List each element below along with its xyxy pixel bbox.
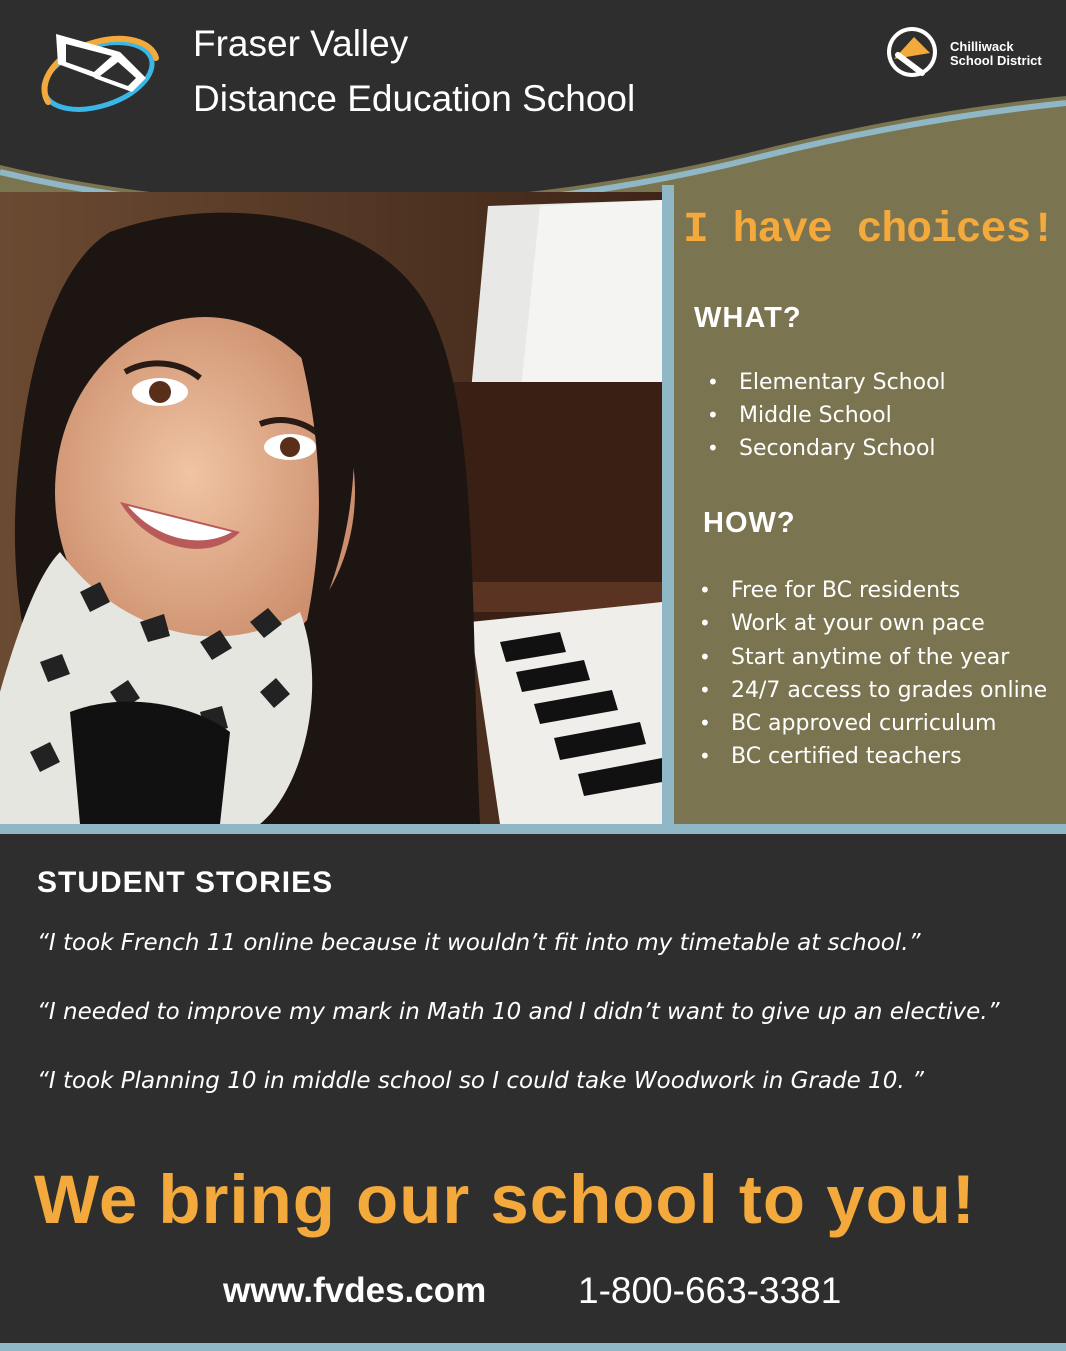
story-quote: “I needed to improve my mark in Math 10 and I didn’t want to give up an elective.” bbox=[37, 999, 1000, 1025]
choices-tagline: I have choices! bbox=[683, 205, 1056, 254]
vertical-divider bbox=[662, 185, 674, 825]
list-item: • Elementary School bbox=[739, 366, 946, 399]
story-quote: “I took Planning 10 in middle school so I could take Woodwork in Grade 10. ” bbox=[37, 1068, 924, 1094]
list-item: • Work at your own pace bbox=[731, 607, 1047, 640]
school-name-line1: Fraser Valley bbox=[193, 23, 409, 64]
list-item: • BC approved curriculum bbox=[731, 707, 1047, 740]
list-item: • Free for BC residents bbox=[731, 574, 1047, 607]
slogan: We bring our school to you! bbox=[34, 1161, 976, 1238]
school-logo bbox=[36, 22, 164, 122]
how-heading: HOW? bbox=[703, 507, 796, 539]
what-heading: WHAT? bbox=[694, 302, 802, 334]
list-item: • Secondary School bbox=[739, 432, 946, 465]
list-item: • 24/7 access to grades online bbox=[731, 674, 1047, 707]
list-item: • Middle School bbox=[739, 399, 946, 432]
how-list bbox=[731, 574, 1047, 774]
list-item: • Start anytime of the year bbox=[731, 641, 1047, 674]
district-name-line2: School District bbox=[950, 53, 1042, 68]
student-photo bbox=[0, 192, 662, 824]
district-name-line1: Chilliwack bbox=[950, 39, 1014, 54]
phone-number: 1-800-663-3381 bbox=[578, 1270, 842, 1311]
website-link[interactable]: www.fvdes.com bbox=[223, 1271, 487, 1310]
horizontal-divider bbox=[0, 824, 1066, 834]
story-quote: “I took French 11 online because it wouldn’t fit into my timetable at school.” bbox=[37, 930, 921, 956]
stories-heading: STUDENT STORIES bbox=[37, 866, 334, 899]
list-item: • BC certified teachers bbox=[731, 740, 1047, 773]
bottom-divider bbox=[0, 1343, 1066, 1351]
school-name-line2: Distance Education School bbox=[193, 78, 636, 119]
district-name bbox=[950, 40, 1042, 68]
what-list bbox=[739, 366, 946, 465]
district-logo-icon bbox=[884, 25, 942, 79]
